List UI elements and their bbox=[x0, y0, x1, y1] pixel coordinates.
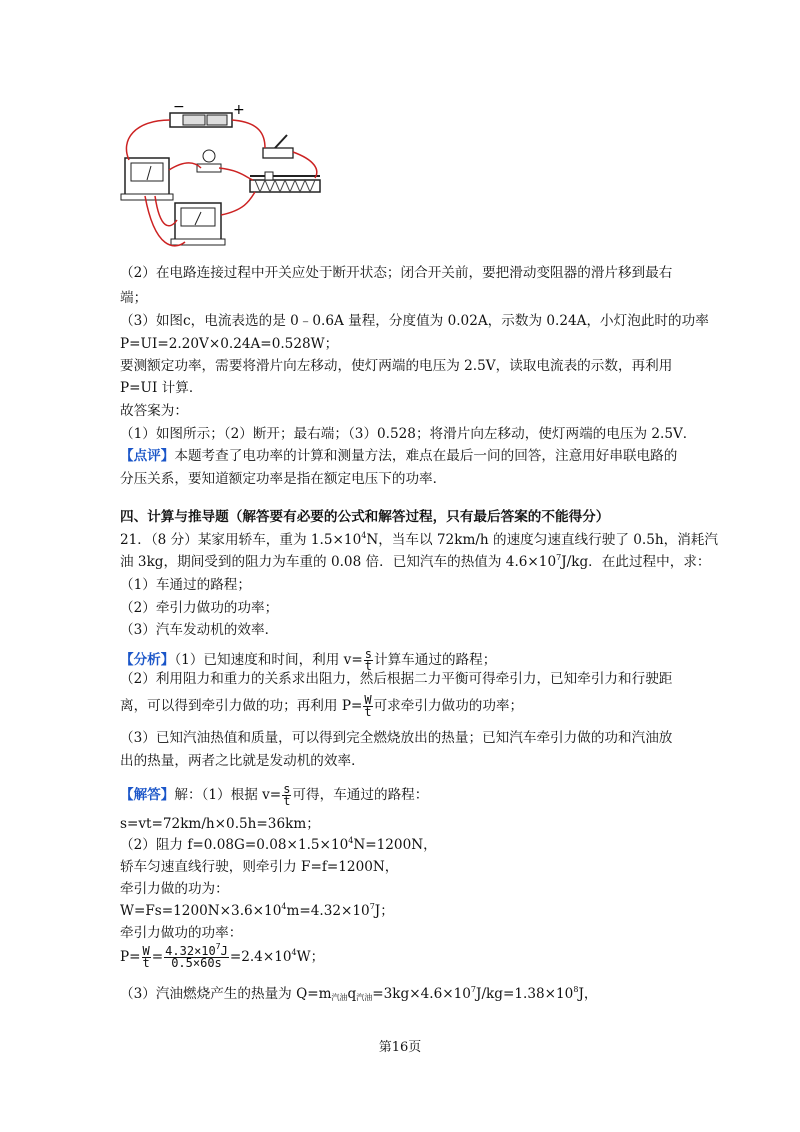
fraction-w-over-t: $\frac{W}{t}$ bbox=[142, 944, 150, 970]
text-line: P=UI 计算． bbox=[120, 380, 203, 396]
solution-tag: 【解答】 bbox=[120, 787, 175, 803]
battery bbox=[170, 100, 245, 127]
analysis-line-4: （3）已知汽油热值和质量，可以得到完全燃烧放出的热量；已知汽车牵引力做的功和汽油放 bbox=[120, 730, 673, 746]
analysis-line-3: 离，可以得到牵引力做的功；再利用 P= $\frac{W}{t}$ 可求牵引力做功的功率； bbox=[120, 693, 524, 719]
solution-line-2: s=vt=72km/h×0.5h=36km； bbox=[120, 816, 320, 832]
review-line: 【点评】本题考查了电功率的计算和测量方法，难点在最后一问的回答，注意用好串联电路的 bbox=[120, 448, 678, 464]
solution-line-1: 【解答】解：（1）根据 v= $\frac{s}{t}$ 可得，车通过的路程： bbox=[120, 782, 429, 808]
switch bbox=[263, 135, 293, 158]
answer-line: （1）如图所示；（2）断开；最右端；（3）0.528；将滑片向左移动，使灯两端的电压为 2.5V． bbox=[120, 426, 697, 442]
analysis-line-2: （2）利用阻力和重力的关系求出阻力，然后根据二力平衡可得牵引力，已知牵引力和行驶距 bbox=[120, 671, 673, 687]
question-21-cont: 油 3kg，期间受到的阻力为车重的 0.08 倍．已知汽车的热值为 $4.6\times 10^7J/kg$．在此过程中，求： bbox=[120, 553, 711, 570]
sub-question-2: （2）牵引力做功的功率； bbox=[120, 600, 279, 616]
text-line: P=UI=2.20V×0.24A=0.528W； bbox=[120, 336, 339, 352]
question-21: 21．（8 分）某家用轿车，重为 $1.5\times 10^4N$，当车以 72km/h 的速度匀速直线行驶了 0.5h，消耗汽 bbox=[120, 531, 718, 548]
battery-minus: − bbox=[173, 100, 185, 115]
solution-line-6: $W=Fs=1200N\times 3.6\times 10^4m=4.32\times 10^7J$； bbox=[120, 902, 394, 919]
text-line: （3）如图c，电流表选的是 0﹣0.6A 量程，分度值为 0.02A，示数为 0.24A，小灯泡此时的功率 bbox=[120, 313, 709, 329]
solution-line-9: （3）汽油燃烧产生的热量为 $Q=m_{汽油}q_{汽油}=3kg\times 4.6\times 10^7J/kg=1.38\times 10^8J$， bbox=[120, 985, 598, 1002]
solution-line-7: 牵引力做功的功率： bbox=[120, 925, 243, 941]
battery-plus: + bbox=[233, 102, 245, 118]
solution-line-3: （2）阻力 $f=0.08G=0.08\times 1.5\times 10^4N=1200N$， bbox=[120, 836, 437, 853]
ammeter bbox=[171, 203, 225, 245]
fraction-s-over-t: $\frac{s}{t}$ bbox=[283, 782, 291, 808]
voltmeter bbox=[121, 158, 173, 200]
fraction-power-calc: $\frac{4.32\times 10^7J}{0.5\times 60s}$ bbox=[165, 942, 228, 970]
fraction-s-over-t: $\frac{s}{t}$ bbox=[364, 647, 372, 673]
page-number: 第16页 bbox=[378, 1040, 422, 1055]
text-line: （2）在电路连接过程中开关应处于断开状态；闭合开关前，要把滑动变阻器的滑片移到最右 bbox=[120, 265, 673, 281]
text-line: 分压关系，要知道额定功率是指在额定电压下的功率． bbox=[120, 471, 447, 487]
analysis-line-1: 【分析】（1）已知速度和时间，利用 v= $\frac{s}{t}$ 计算车通过的路程； bbox=[120, 647, 497, 673]
solution-line-5: 牵引力做的功为： bbox=[120, 881, 229, 897]
solution-line-8: P= $\frac{W}{t}$ = $\frac{4.32\times 10^7J}{0.5\times 60s}$ $=2.4\times 10^4W$； bbox=[120, 942, 325, 970]
solution-line-4: 轿车匀速直线行驶，则牵引力 F=f=1200N， bbox=[120, 859, 399, 875]
fraction-w-over-t: $\frac{W}{t}$ bbox=[364, 693, 372, 719]
sub-question-3: （3）汽车发动机的效率． bbox=[120, 622, 279, 638]
text-line: 端； bbox=[120, 290, 148, 306]
text-line: 要测额定功率，需要将滑片向左移动，使灯两端的电压为 2.5V，读取电流表的示数，再利用 bbox=[120, 358, 673, 374]
sub-question-1: （1）车通过的路程； bbox=[120, 577, 251, 593]
sliding-rheostat bbox=[250, 172, 320, 192]
light-bulb bbox=[197, 150, 221, 172]
text-line: 故答案为： bbox=[120, 403, 188, 419]
circuit-diagram bbox=[115, 100, 335, 255]
analysis-line-5: 出的热量，两者之比就是发动机的效率． bbox=[120, 753, 365, 769]
review-tag: 【点评】 bbox=[120, 448, 175, 464]
section-title: 四、计算与推导题（解答要有必要的公式和解答过程，只有最后答案的不能得分） bbox=[120, 509, 610, 525]
analysis-tag: 【分析】 bbox=[120, 652, 175, 668]
